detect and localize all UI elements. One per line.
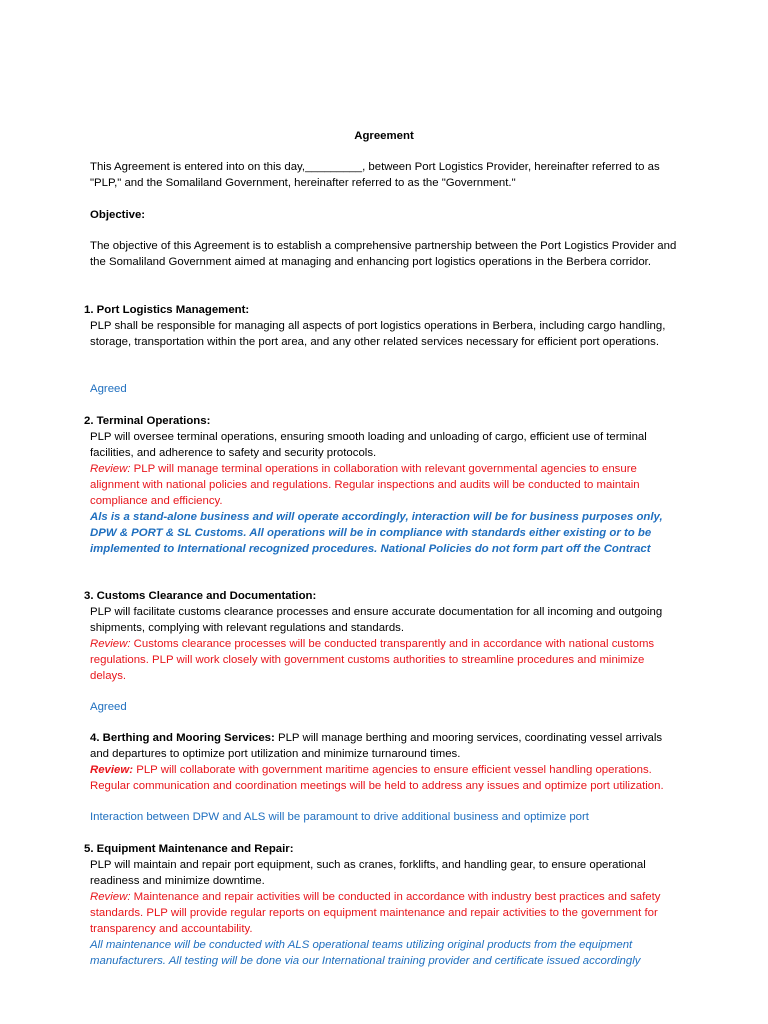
section-3-response: Agreed xyxy=(90,701,127,713)
section-5-review xyxy=(90,889,680,937)
objective-text: The objective of this Agreement is to establish a comprehensive partnership between the Port Logistics Provider and the Somaliland Government aimed at managing and enhancing port logistics operations in the Berbera corridor. xyxy=(90,240,677,268)
section-5-heading: 5. Equipment Maintenance and Repair: xyxy=(84,843,294,855)
section-4-body xyxy=(90,730,680,762)
review-label: Review: xyxy=(90,638,131,650)
section-2-review xyxy=(90,461,680,509)
section-1-body: PLP shall be responsible for managing all aspects of port logistics operations in Berbera, including cargo handling, storage, transportation within the port area, and any other related services necessary for efficient port operations. xyxy=(90,320,666,348)
section-3-review xyxy=(90,636,680,684)
review-label: Review: xyxy=(90,463,131,475)
review-label: Review: xyxy=(90,891,131,903)
section-5-body: PLP will maintain and repair port equipment, such as cranes, forklifts, and handling gear, to ensure operational readiness and minimize downtime. xyxy=(90,859,646,887)
objective-heading: Objective: xyxy=(90,209,146,221)
section-2-review-text: PLP will manage terminal operations in collaboration with relevant governmental agencies to ensure alignment with national policies and regulations. Regular inspections and audits will be conducted to maintain compliance and efficiency. xyxy=(90,463,640,507)
section-4-response: Interaction between DPW and ALS will be paramount to drive additional business and optimize port xyxy=(90,811,589,823)
section-2-body: PLP will oversee terminal operations, ensuring smooth loading and unloading of cargo, efficient use of terminal facilities, and adherence to safety and security protocols. xyxy=(90,431,647,459)
review-label: Review: xyxy=(90,764,134,776)
section-4-review xyxy=(90,762,680,794)
section-5-response: All maintenance will be conducted with ALS operational teams utilizing original products from the equipment manufacturers. All testing will be done via our International training provider and certificate issued accordingly xyxy=(90,939,641,967)
section-4-body-text: PLP will manage berthing and mooring services, coordinating vessel arrivals and departures to optimize port utilization and minimize turnaround times. xyxy=(90,732,663,760)
intro-paragraph: This Agreement is entered into on this day,_________, between Port Logistics Provider, hereinafter referred to as "PLP," and the Somaliland Government, hereinafter referred to as the "Government." xyxy=(90,161,660,189)
section-4-heading: 4. Berthing and Mooring Services: xyxy=(90,732,275,744)
section-3-review-text: Customs clearance processes will be conducted transparently and in accordance with national customs regulations. PLP will work closely with government customs authorities to streamline procedures and minimize delays. xyxy=(90,638,655,682)
document-title: Agreement xyxy=(354,130,414,142)
section-4-review-text: PLP will collaborate with government maritime agencies to ensure efficient vessel handling operations. Regular communication and coordination meetings will be held to address any issues and optimize port utilization. xyxy=(90,764,664,792)
section-3-body: PLP will facilitate customs clearance processes and ensure accurate documentation for all incoming and outgoing shipments, complying with relevant regulations and standards. xyxy=(90,606,663,634)
section-5-review-text: Maintenance and repair activities will be conducted in accordance with industry best practices and safety standards. PLP will provide regular reports on equipment maintenance and repair activities to the government for transparency and accountability. xyxy=(90,891,661,935)
section-1-response: Agreed xyxy=(90,383,127,395)
section-2-response: Als is a stand-alone business and will operate accordingly, interaction will be for business purposes only, DPW & PORT & SL Customs. All operations will be in compliance with standards either existing or to be implemented to International recognized procedures. National Policies do not form part off the Contract xyxy=(90,511,663,555)
section-2-heading: 2. Terminal Operations: xyxy=(84,415,211,427)
section-1-heading: 1. Port Logistics Management: xyxy=(84,304,250,316)
section-3-heading: 3. Customs Clearance and Documentation: xyxy=(84,590,317,602)
